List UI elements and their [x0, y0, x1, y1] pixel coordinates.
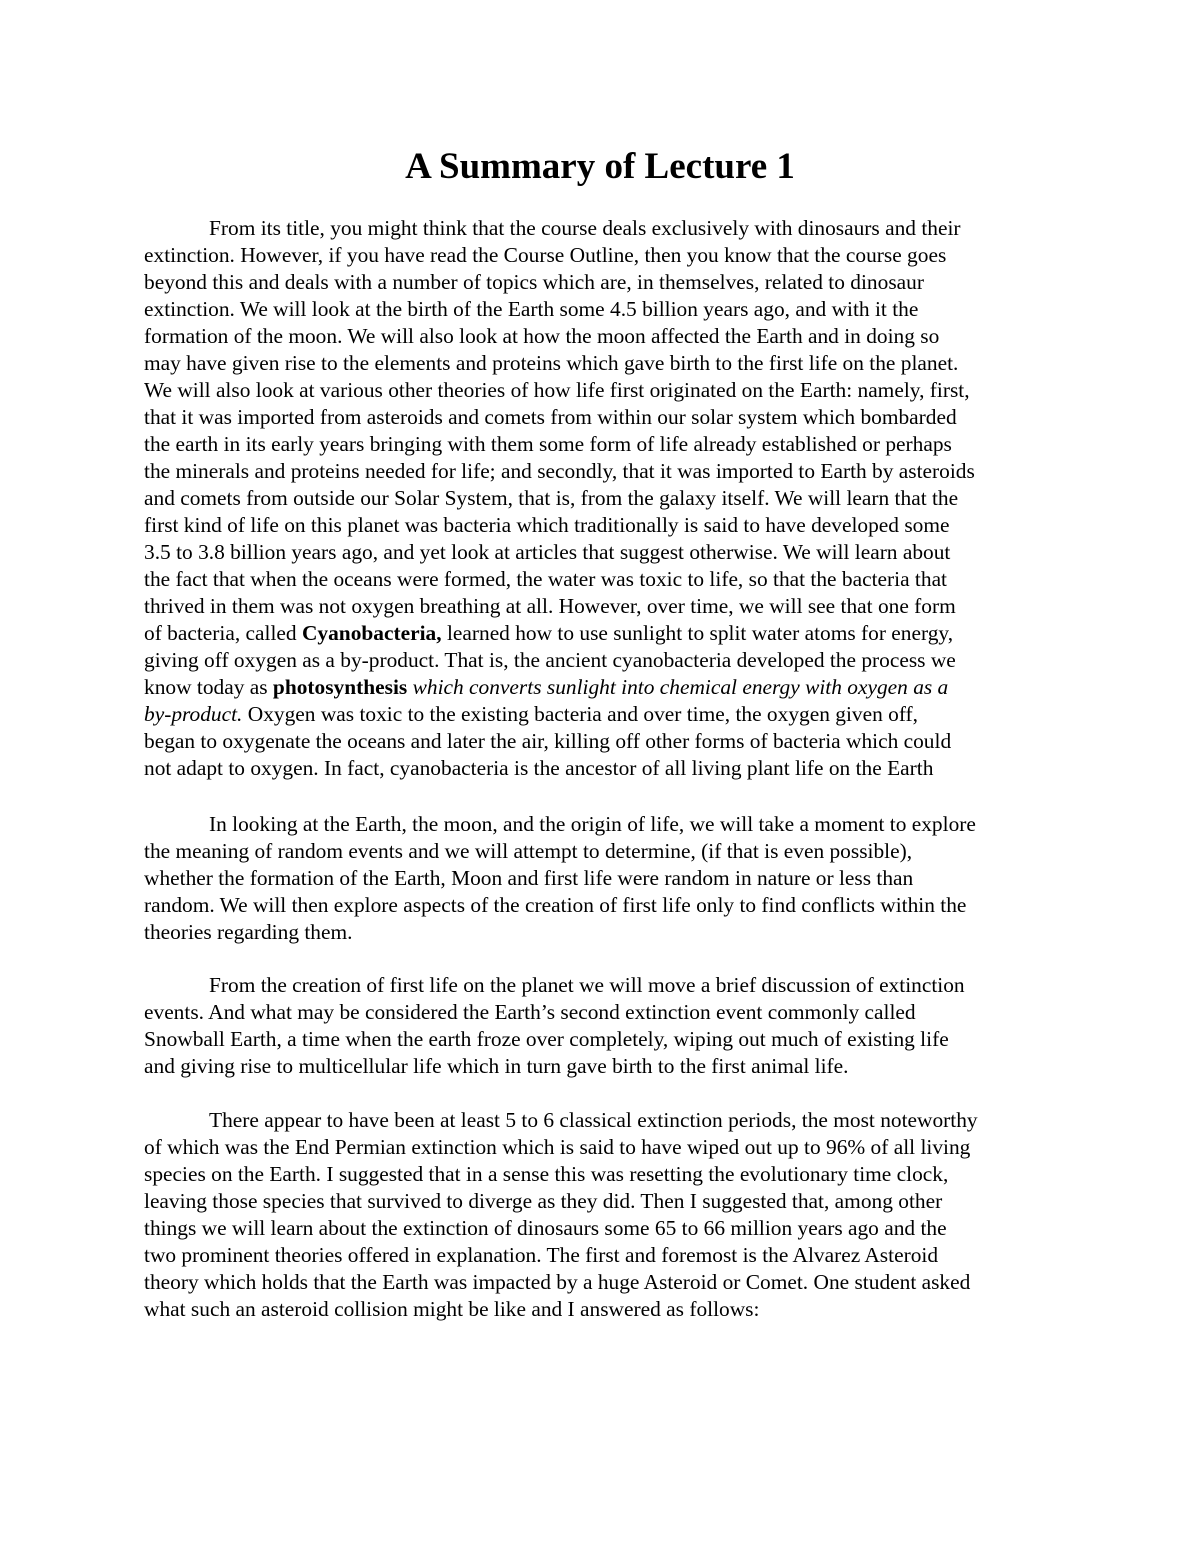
text-line	[144, 377, 1064, 404]
text-segment: the earth in its early years bringing with them some form of life already established or perhaps	[144, 432, 952, 456]
text-segment: not adapt to oxygen. In fact, cyanobacteria is the ancestor of all living plant life on the Earth	[144, 756, 934, 780]
text-segment: began to oxygenate the oceans and later the air, killing off other forms of bacteria which could	[144, 729, 952, 753]
text-segment: formation of the moon. We will also look at how the moon affected the Earth and in doing so	[144, 324, 940, 348]
text-segment: From the creation of first life on the planet we will move a brief discussion of extinction	[209, 973, 965, 997]
text-segment: whether the formation of the Earth, Moon and first life were random in nature or less than	[144, 866, 914, 890]
text-segment: that it was imported from asteroids and comets from within our solar system which bombarded	[144, 405, 957, 429]
text-line	[144, 593, 1064, 620]
paragraph-course-overview	[144, 215, 1064, 782]
text-line	[144, 755, 1064, 782]
text-line	[144, 1269, 1064, 1296]
paragraph-snowball-earth	[144, 972, 1064, 1080]
italic-text-segment: which converts sunlight into chemical energy with oxygen as a	[407, 675, 949, 699]
text-segment: From its title, you might think that the course deals exclusively with dinosaurs and their	[209, 216, 961, 240]
text-segment: know today as	[144, 675, 273, 699]
text-segment: extinction. However, if you have read the Course Outline, then you know that the course goes	[144, 243, 947, 267]
text-segment: theory which holds that the Earth was impacted by a huge Asteroid or Comet. One student asked	[144, 1270, 971, 1294]
text-line	[144, 404, 1064, 431]
text-line	[144, 1242, 1064, 1269]
text-line	[144, 431, 1064, 458]
text-line	[144, 999, 1064, 1026]
text-line	[144, 620, 1064, 647]
text-segment: species on the Earth. I suggested that in a sense this was resetting the evolutionary time clock,	[144, 1162, 949, 1186]
text-segment: Oxygen was toxic to the existing bacteria and over time, the oxygen given off,	[242, 702, 919, 726]
text-segment: thrived in them was not oxygen breathing at all. However, over time, we will see that one form	[144, 594, 956, 618]
text-segment: beyond this and deals with a number of topics which are, in themselves, related to dinosaur	[144, 270, 924, 294]
text-segment: theories regarding them.	[144, 920, 353, 944]
text-segment: extinction. We will look at the birth of the Earth some 4.5 billion years ago, and with it the	[144, 297, 919, 321]
page-title: A Summary of Lecture 1	[405, 146, 795, 187]
paragraph-random-events	[144, 811, 1064, 946]
text-line	[144, 269, 1064, 296]
text-line	[144, 892, 1064, 919]
text-line	[144, 566, 1064, 593]
text-line	[144, 323, 1064, 350]
bold-text-segment: Cyanobacteria,	[301, 621, 442, 645]
text-line	[144, 485, 1064, 512]
text-line	[144, 1107, 1064, 1134]
text-segment: giving off oxygen as a by-product. That is, the ancient cyanobacteria developed the process we	[144, 648, 956, 672]
text-segment: random. We will then explore aspects of the creation of first life only to find conflicts within the	[144, 893, 967, 917]
text-segment: of which was the End Permian extinction which is said to have wiped out up to 96% of all living	[144, 1135, 971, 1159]
text-segment: In looking at the Earth, the moon, and the origin of life, we will take a moment to explore	[209, 812, 976, 836]
text-segment: learned how to use sunlight to split water atoms for energy,	[441, 621, 954, 645]
text-line	[144, 647, 1064, 674]
text-segment: of bacteria, called	[144, 621, 302, 645]
text-segment: We will also look at various other theories of how life first originated on the Earth: namely, first,	[144, 378, 970, 402]
text-line	[144, 215, 1064, 242]
text-line	[144, 1188, 1064, 1215]
text-line	[144, 865, 1064, 892]
text-line	[144, 919, 1064, 946]
text-line	[144, 1161, 1064, 1188]
text-line	[144, 701, 1064, 728]
text-segment: first kind of life on this planet was bacteria which traditionally is said to have developed some	[144, 513, 950, 537]
text-segment: may have given rise to the elements and proteins which gave birth to the first life on the planet.	[144, 351, 959, 375]
text-line	[144, 1026, 1064, 1053]
paragraph-extinction-periods	[144, 1107, 1064, 1323]
italic-text-segment: by-product.	[144, 702, 243, 726]
text-segment: leaving those species that survived to diverge as they did. Then I suggested that, among other	[144, 1189, 943, 1213]
text-line	[144, 811, 1064, 838]
text-line	[144, 512, 1064, 539]
text-line	[144, 674, 1064, 701]
text-segment: the minerals and proteins needed for life; and secondly, that it was imported to Earth by asteroids	[144, 459, 975, 483]
text-segment: There appear to have been at least 5 to 6 classical extinction periods, the most noteworthy	[209, 1108, 978, 1132]
text-segment: what such an asteroid collision might be like and I answered as follows:	[144, 1297, 760, 1321]
text-line	[144, 458, 1064, 485]
text-line	[144, 972, 1064, 999]
text-line	[144, 838, 1064, 865]
text-line	[144, 1215, 1064, 1242]
text-line	[144, 242, 1064, 269]
text-line	[144, 1296, 1064, 1323]
text-segment: things we will learn about the extinction of dinosaurs some 65 to 66 million years ago and the	[144, 1216, 947, 1240]
text-line	[144, 1134, 1064, 1161]
text-segment: 3.5 to 3.8 billion years ago, and yet look at articles that suggest otherwise. We will learn about	[144, 540, 951, 564]
text-line	[144, 728, 1064, 755]
text-segment: events. And what may be considered the Earth’s second extinction event commonly called	[144, 1000, 916, 1024]
text-segment: and comets from outside our Solar System, that is, from the galaxy itself. We will learn that the	[144, 486, 959, 510]
text-line	[144, 350, 1064, 377]
text-segment: Snowball Earth, a time when the earth froze over completely, wiping out much of existing life	[144, 1027, 949, 1051]
text-line	[144, 296, 1064, 323]
text-segment: and giving rise to multicellular life which in turn gave birth to the first animal life.	[144, 1054, 849, 1078]
text-line	[144, 539, 1064, 566]
text-segment: two prominent theories offered in explanation. The first and foremost is the Alvarez Asteroid	[144, 1243, 939, 1267]
text-segment: the fact that when the oceans were formed, the water was toxic to life, so that the bacteria that	[144, 567, 948, 591]
text-line	[144, 1053, 1064, 1080]
bold-text-segment: photosynthesis	[272, 675, 408, 699]
text-segment: the meaning of random events and we will attempt to determine, (if that is even possible),	[144, 839, 913, 863]
